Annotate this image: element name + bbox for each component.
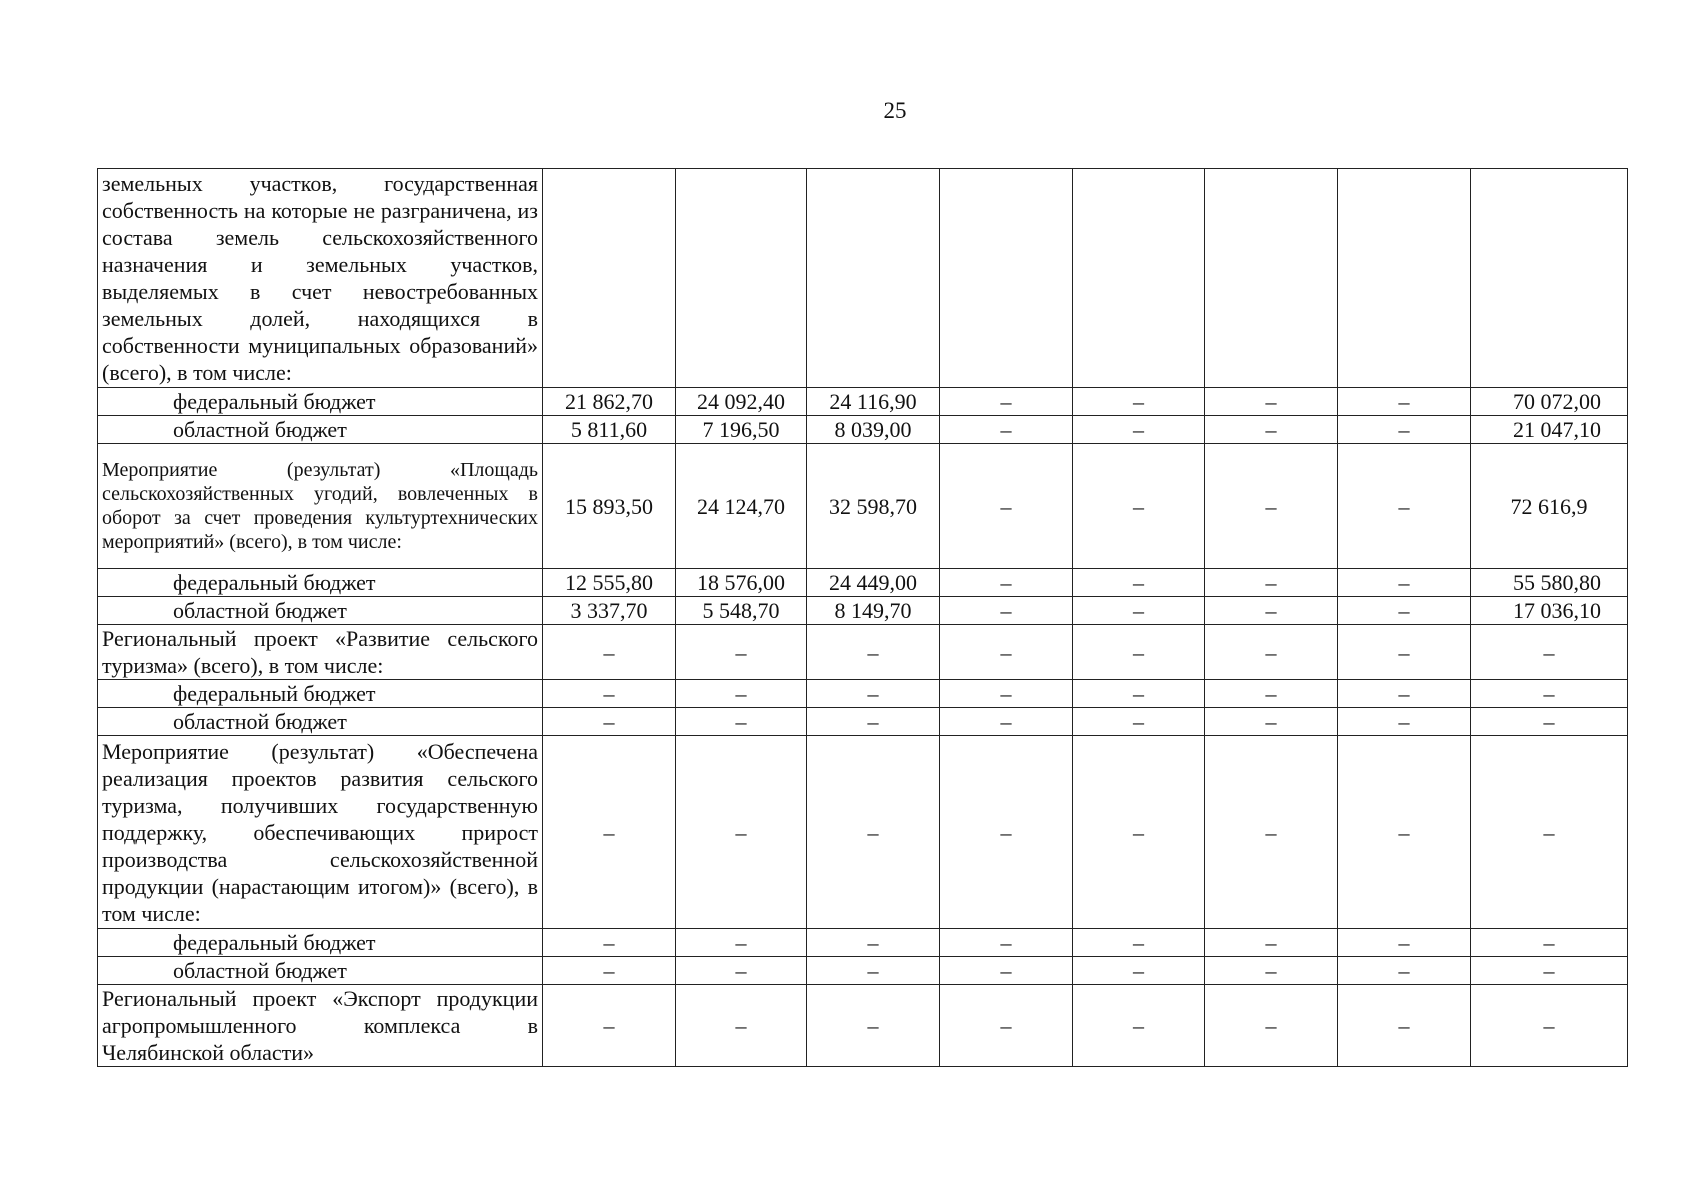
cell-value: 24 092,40 — [676, 388, 807, 416]
cell-value: 3 337,70 — [543, 597, 676, 625]
cell-value: – — [1073, 416, 1205, 444]
cell-value — [1073, 169, 1205, 388]
cell-value — [1338, 169, 1471, 388]
cell-value: – — [1338, 736, 1471, 929]
cell-value: – — [543, 680, 676, 708]
cell-value: – — [1471, 708, 1628, 736]
cell-value: – — [807, 625, 940, 680]
cell-value: – — [940, 569, 1073, 597]
cell-value: – — [807, 680, 940, 708]
cell-value: – — [1073, 625, 1205, 680]
cell-value: – — [1338, 708, 1471, 736]
budget-table — [97, 168, 1628, 1067]
cell-value: – — [940, 680, 1073, 708]
cell-value: – — [1073, 736, 1205, 929]
row-label: федеральный бюджет — [98, 680, 543, 708]
cell-value: – — [1205, 736, 1338, 929]
row-label: Региональный проект «Экспорт продукции агропромышленного комплекса в Челябинской области» — [98, 985, 543, 1067]
cell-value: – — [1073, 680, 1205, 708]
cell-value: – — [1471, 985, 1628, 1067]
row-label: областной бюджет — [98, 708, 543, 736]
cell-value: – — [1205, 625, 1338, 680]
cell-value — [940, 169, 1073, 388]
cell-value: 8 039,00 — [807, 416, 940, 444]
cell-value: – — [1073, 388, 1205, 416]
cell-value: – — [1338, 388, 1471, 416]
cell-value: 18 576,00 — [676, 569, 807, 597]
cell-value: – — [1471, 680, 1628, 708]
cell-value: 7 196,50 — [676, 416, 807, 444]
cell-value: – — [543, 736, 676, 929]
cell-value: – — [1073, 444, 1205, 569]
table-row — [98, 625, 1628, 680]
table-row — [98, 736, 1628, 929]
cell-value — [1205, 169, 1338, 388]
cell-value: – — [1205, 985, 1338, 1067]
table-row — [98, 444, 1628, 569]
cell-value: – — [543, 929, 676, 957]
row-label: областной бюджет — [98, 416, 543, 444]
cell-value: – — [1338, 569, 1471, 597]
cell-value: – — [1471, 736, 1628, 929]
cell-value: – — [1338, 416, 1471, 444]
cell-value: – — [1338, 680, 1471, 708]
cell-value: – — [1471, 929, 1628, 957]
cell-value — [543, 169, 676, 388]
cell-value: – — [676, 625, 807, 680]
cell-value: – — [676, 708, 807, 736]
cell-value: – — [676, 736, 807, 929]
row-label: Региональный проект «Развитие сельского туризма» (всего), в том числе: — [98, 625, 543, 680]
cell-value: – — [543, 708, 676, 736]
cell-value: 5 811,60 — [543, 416, 676, 444]
cell-value: – — [1205, 444, 1338, 569]
cell-value: – — [1205, 416, 1338, 444]
cell-value: – — [1205, 680, 1338, 708]
cell-value: – — [807, 985, 940, 1067]
table-row — [98, 569, 1628, 597]
cell-value: – — [543, 957, 676, 985]
cell-value: – — [807, 929, 940, 957]
cell-value: – — [676, 985, 807, 1067]
table-row — [98, 169, 1628, 388]
row-label: Мероприятие (результат) «Площадь сельскохозяйственных угодий, вовлеченных в оборот за счет проведения культуртехнических мероприятий» (всего), в том числе: — [98, 444, 543, 569]
cell-value: 70 072,00 — [1471, 388, 1628, 416]
table-row — [98, 929, 1628, 957]
cell-value: – — [807, 708, 940, 736]
table-row — [98, 388, 1628, 416]
cell-value: – — [1073, 929, 1205, 957]
table-row — [98, 416, 1628, 444]
cell-value: – — [807, 957, 940, 985]
cell-value: – — [1338, 625, 1471, 680]
table-row — [98, 957, 1628, 985]
cell-value — [807, 169, 940, 388]
cell-value: 32 598,70 — [807, 444, 940, 569]
cell-value: 12 555,80 — [543, 569, 676, 597]
cell-value: 5 548,70 — [676, 597, 807, 625]
cell-value: – — [1338, 444, 1471, 569]
row-label: федеральный бюджет — [98, 569, 543, 597]
cell-value: – — [1338, 957, 1471, 985]
cell-value: 72 616,9 — [1471, 444, 1628, 569]
cell-value: – — [1073, 985, 1205, 1067]
cell-value: 55 580,80 — [1471, 569, 1628, 597]
cell-value: – — [940, 625, 1073, 680]
cell-value: – — [676, 680, 807, 708]
cell-value: – — [1205, 957, 1338, 985]
cell-value: – — [543, 985, 676, 1067]
cell-value: – — [940, 597, 1073, 625]
cell-value: 24 449,00 — [807, 569, 940, 597]
cell-value: – — [940, 985, 1073, 1067]
table-row — [98, 708, 1628, 736]
cell-value: – — [1205, 388, 1338, 416]
cell-value: 15 893,50 — [543, 444, 676, 569]
row-label: федеральный бюджет — [98, 929, 543, 957]
row-label: Мероприятие (результат) «Обеспечена реализация проектов развития сельского туризма, получивших государственную поддержку, обеспечивающих прирост производства сельскохозяйственной продукции (нарастающим итогом)» (всего), в том числе: — [98, 736, 543, 929]
cell-value: – — [807, 736, 940, 929]
cell-value: – — [543, 625, 676, 680]
cell-value: – — [1205, 569, 1338, 597]
cell-value: – — [940, 708, 1073, 736]
cell-value: – — [1338, 985, 1471, 1067]
cell-value: – — [1073, 569, 1205, 597]
cell-value: – — [1205, 929, 1338, 957]
page-number: 25 — [883, 98, 907, 123]
cell-value: 17 036,10 — [1471, 597, 1628, 625]
cell-value: 21 862,70 — [543, 388, 676, 416]
cell-value: 24 116,90 — [807, 388, 940, 416]
cell-value: – — [940, 388, 1073, 416]
cell-value: – — [1471, 957, 1628, 985]
cell-value: – — [1338, 929, 1471, 957]
table-row — [98, 597, 1628, 625]
cell-value: – — [1338, 597, 1471, 625]
cell-value: – — [1073, 597, 1205, 625]
cell-value: – — [940, 444, 1073, 569]
cell-value: – — [676, 957, 807, 985]
cell-value: 24 124,70 — [676, 444, 807, 569]
row-label: земельных участков, государственная собственность на которые не разграничена, из состава земель сельскохозяйственного назначения и земельных участков, выделяемых в счет невостребованных земельных долей, находящихся в собственности муниципальных образований» (всего), в том числе: — [98, 169, 543, 388]
cell-value: – — [1073, 957, 1205, 985]
cell-value — [1471, 169, 1628, 388]
cell-value — [676, 169, 807, 388]
cell-value: – — [1205, 708, 1338, 736]
cell-value: – — [940, 736, 1073, 929]
cell-value: – — [1471, 625, 1628, 680]
cell-value: 8 149,70 — [807, 597, 940, 625]
cell-value: – — [676, 929, 807, 957]
row-label: областной бюджет — [98, 597, 543, 625]
row-label: областной бюджет — [98, 957, 543, 985]
cell-value: – — [940, 416, 1073, 444]
cell-value: 21 047,10 — [1471, 416, 1628, 444]
row-label: федеральный бюджет — [98, 388, 543, 416]
table-row — [98, 680, 1628, 708]
table-row — [98, 985, 1628, 1067]
cell-value: – — [1073, 708, 1205, 736]
cell-value: – — [1205, 597, 1338, 625]
cell-value: – — [940, 957, 1073, 985]
cell-value: – — [940, 929, 1073, 957]
